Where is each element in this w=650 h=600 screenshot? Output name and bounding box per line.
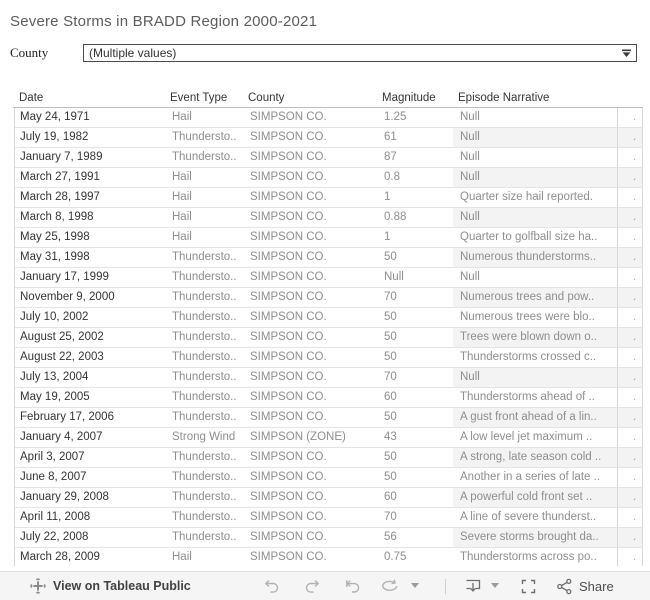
table-row bbox=[15, 528, 643, 548]
cell-date[interactable]: March 28, 1997 bbox=[20, 191, 100, 203]
table-row bbox=[15, 448, 643, 468]
cell-date[interactable]: January 29, 2008 bbox=[20, 491, 109, 503]
cell-event-type[interactable]: Thundersto.. bbox=[172, 251, 237, 263]
cell-event-type[interactable]: Strong Wind bbox=[172, 431, 236, 443]
cell-magnitude[interactable]: 70 bbox=[384, 511, 397, 523]
column-header-county[interactable]: County bbox=[248, 92, 285, 104]
table-row bbox=[15, 488, 643, 508]
storms-table bbox=[14, 89, 643, 566]
cell-magnitude[interactable]: 70 bbox=[384, 291, 397, 303]
cell-event-type[interactable]: Hail bbox=[172, 171, 192, 183]
county-filter-value: (Multiple values) bbox=[89, 46, 177, 60]
table-row bbox=[15, 248, 643, 268]
cell-date[interactable]: March 8, 1998 bbox=[20, 211, 94, 223]
cell-county[interactable]: SIMPSON CO. bbox=[250, 411, 327, 423]
share-icon bbox=[556, 578, 573, 595]
tableau-logo-icon bbox=[30, 578, 46, 594]
cell-date[interactable]: August 22, 2003 bbox=[20, 351, 104, 363]
table-row bbox=[15, 188, 643, 208]
cell-date[interactable]: March 27, 1991 bbox=[20, 171, 100, 183]
table-row bbox=[15, 508, 643, 528]
column-header-event-type[interactable]: Event Type bbox=[170, 92, 228, 104]
cell-county[interactable]: SIMPSON CO. bbox=[250, 111, 327, 123]
cell-magnitude[interactable]: 87 bbox=[384, 151, 397, 163]
cell-episode-narrative[interactable]: Numerous trees and pow.. bbox=[453, 288, 618, 307]
fullscreen-button[interactable] bbox=[519, 577, 537, 595]
cell-county[interactable]: SIMPSON CO. bbox=[250, 211, 327, 223]
cell-date[interactable]: July 19, 1982 bbox=[20, 131, 89, 143]
cell-county[interactable]: SIMPSON CO. bbox=[250, 351, 327, 363]
cell-event-type[interactable]: Thundersto.. bbox=[172, 471, 237, 483]
cell-event-type[interactable]: Thundersto.. bbox=[172, 451, 237, 463]
cell-date[interactable]: June 8, 2007 bbox=[20, 471, 87, 483]
cell-date[interactable]: November 9, 2000 bbox=[20, 291, 115, 303]
table-row bbox=[15, 328, 643, 348]
table-row bbox=[15, 148, 643, 168]
cell-county[interactable]: SIMPSON CO. bbox=[250, 251, 327, 263]
cell-overflow-stub[interactable]: . bbox=[618, 108, 643, 127]
table-row bbox=[15, 388, 643, 408]
table-body bbox=[14, 108, 643, 566]
cell-episode-narrative[interactable]: Thunderstorms across po.. bbox=[453, 548, 618, 566]
column-header-magnitude[interactable]: Magnitude bbox=[382, 92, 436, 104]
cell-magnitude[interactable]: 0.8 bbox=[384, 171, 400, 183]
table-row bbox=[15, 368, 643, 388]
cell-magnitude[interactable]: 50 bbox=[384, 331, 397, 343]
cell-overflow-stub[interactable]: . bbox=[618, 488, 643, 507]
cell-date[interactable]: May 19, 2005 bbox=[20, 391, 90, 403]
cell-date[interactable]: April 3, 2007 bbox=[20, 451, 85, 463]
cell-episode-narrative[interactable]: Quarter size hail reported. bbox=[453, 188, 618, 207]
table-header-row bbox=[13, 89, 643, 108]
table-row bbox=[15, 108, 643, 128]
cell-county[interactable]: SIMPSON CO. bbox=[250, 451, 327, 463]
table-row bbox=[15, 128, 643, 148]
cell-event-type[interactable]: Thundersto.. bbox=[172, 131, 237, 143]
cell-date[interactable]: July 10, 2002 bbox=[20, 311, 89, 323]
cell-overflow-stub[interactable]: . bbox=[618, 428, 643, 447]
cell-event-type[interactable]: Thundersto.. bbox=[172, 391, 237, 403]
cell-event-type[interactable]: Thundersto.. bbox=[172, 151, 237, 163]
cell-overflow-stub[interactable]: . bbox=[618, 188, 643, 207]
cell-event-type[interactable]: Thundersto.. bbox=[172, 311, 237, 323]
cell-episode-narrative[interactable]: Thunderstorms ahead of .. bbox=[453, 388, 618, 407]
cell-date[interactable]: April 11, 2008 bbox=[20, 511, 91, 523]
cell-date[interactable]: January 7, 1989 bbox=[20, 151, 103, 163]
attribution-label: View on Tableau Public bbox=[53, 579, 191, 593]
column-header-date[interactable]: Date bbox=[19, 92, 44, 104]
table-row bbox=[15, 348, 643, 368]
table-row bbox=[15, 468, 643, 488]
cell-county[interactable]: SIMPSON CO. bbox=[250, 531, 327, 543]
cell-county[interactable]: SIMPSON CO. bbox=[250, 311, 327, 323]
cell-episode-narrative[interactable]: Null bbox=[453, 128, 618, 147]
cell-episode-narrative[interactable]: Null bbox=[453, 168, 618, 187]
cell-date[interactable]: May 31, 1998 bbox=[20, 251, 90, 263]
cell-county[interactable]: SIMPSON CO. bbox=[250, 491, 327, 503]
cell-county[interactable]: SIMPSON CO. bbox=[250, 471, 327, 483]
redo-button[interactable] bbox=[303, 577, 321, 595]
cell-episode-narrative[interactable]: Another in a series of late .. bbox=[453, 468, 618, 487]
cell-episode-narrative[interactable]: Null bbox=[453, 208, 618, 227]
cell-date[interactable]: August 25, 2002 bbox=[20, 331, 104, 343]
download-menu-caret-icon[interactable] bbox=[491, 583, 499, 588]
cell-overflow-stub[interactable]: . bbox=[618, 548, 643, 566]
county-filter-label: County bbox=[10, 45, 49, 60]
cell-magnitude[interactable]: 60 bbox=[384, 491, 397, 503]
cell-date[interactable]: July 13, 2004 bbox=[20, 371, 89, 383]
dropdown-caret-icon bbox=[622, 49, 631, 58]
cell-county[interactable]: SIMPSON CO. bbox=[250, 511, 327, 523]
cell-episode-narrative[interactable]: A line of severe thunderst.. bbox=[453, 508, 618, 527]
column-header-episode-narrative[interactable]: Episode Narrative bbox=[458, 92, 550, 104]
undo-icon bbox=[263, 578, 280, 595]
cell-magnitude[interactable]: 61 bbox=[384, 131, 397, 143]
cell-episode-narrative[interactable]: Thunderstorms crossed c.. bbox=[453, 348, 618, 367]
reset-button[interactable] bbox=[343, 577, 361, 595]
cell-date[interactable]: February 17, 2006 bbox=[20, 411, 114, 423]
cell-overflow-stub[interactable]: . bbox=[618, 508, 643, 527]
cell-episode-narrative[interactable]: A strong, late season cold .. bbox=[453, 448, 618, 467]
cell-date[interactable]: March 28, 2009 bbox=[20, 551, 100, 563]
cell-event-type[interactable]: Thundersto.. bbox=[172, 351, 237, 363]
cell-county[interactable]: SIMPSON CO. bbox=[250, 371, 327, 383]
cell-event-type[interactable]: Thundersto.. bbox=[172, 491, 237, 503]
cell-magnitude[interactable]: 50 bbox=[384, 411, 397, 423]
cell-county[interactable]: SIMPSON CO. bbox=[250, 391, 327, 403]
cell-episode-narrative[interactable]: Numerous thunderstorms.. bbox=[453, 248, 618, 267]
cell-magnitude[interactable]: 1.25 bbox=[384, 111, 407, 123]
table-row bbox=[15, 168, 643, 188]
fullscreen-icon bbox=[520, 578, 537, 595]
cell-county[interactable]: SIMPSON CO. bbox=[250, 231, 327, 243]
cell-overflow-stub[interactable]: . bbox=[618, 468, 643, 487]
cell-episode-narrative[interactable]: Null bbox=[453, 108, 618, 127]
cell-overflow-stub[interactable]: . bbox=[618, 288, 643, 307]
cell-date[interactable]: July 22, 2008 bbox=[20, 531, 89, 543]
cell-episode-narrative[interactable]: Quarter to golfball size ha.. bbox=[453, 228, 618, 247]
view-on-tableau-public-link[interactable] bbox=[30, 572, 191, 600]
cell-event-type[interactable]: Thundersto.. bbox=[172, 371, 237, 383]
cell-episode-narrative[interactable]: Null bbox=[453, 368, 618, 387]
redo-icon bbox=[304, 578, 321, 595]
cell-date[interactable]: January 17, 1999 bbox=[20, 271, 109, 283]
cell-magnitude[interactable]: 50 bbox=[384, 471, 397, 483]
cell-overflow-stub[interactable]: . bbox=[618, 148, 643, 167]
cell-magnitude[interactable]: 50 bbox=[384, 451, 397, 463]
table-row bbox=[15, 208, 643, 228]
cell-event-type[interactable]: Hail bbox=[172, 231, 192, 243]
cell-county[interactable]: SIMPSON CO. bbox=[250, 551, 327, 563]
cell-episode-narrative[interactable]: Null bbox=[453, 148, 618, 167]
cell-event-type[interactable]: Hail bbox=[172, 191, 192, 203]
cell-date[interactable]: May 24, 1971 bbox=[20, 111, 90, 123]
cell-event-type[interactable]: Thundersto.. bbox=[172, 531, 237, 543]
refresh-menu-caret-icon[interactable] bbox=[411, 583, 419, 588]
cell-episode-narrative[interactable]: Numerous trees were blo.. bbox=[453, 308, 618, 327]
cell-episode-narrative[interactable]: Trees were blown down o.. bbox=[453, 328, 618, 347]
cell-date[interactable]: January 4, 2007 bbox=[20, 431, 103, 443]
page-title: Severe Storms in BRADD Region 2000-2021 bbox=[10, 13, 318, 30]
cell-magnitude[interactable]: 50 bbox=[384, 351, 397, 363]
cell-overflow-stub[interactable]: . bbox=[618, 368, 643, 387]
cell-county[interactable]: SIMPSON CO. bbox=[250, 191, 327, 203]
cell-magnitude[interactable]: 0.88 bbox=[384, 211, 407, 223]
cell-episode-narrative[interactable]: A low level jet maximum .. bbox=[453, 428, 618, 447]
share-button[interactable] bbox=[556, 572, 614, 600]
cell-episode-narrative[interactable]: Severe storms brought da.. bbox=[453, 528, 618, 547]
cell-overflow-stub[interactable]: . bbox=[618, 248, 643, 267]
undo-button[interactable] bbox=[262, 577, 280, 595]
cell-date[interactable]: May 25, 1998 bbox=[20, 231, 90, 243]
cell-overflow-stub[interactable]: . bbox=[618, 128, 643, 147]
tableau-toolbar bbox=[0, 571, 650, 600]
table-row bbox=[15, 288, 643, 308]
cell-episode-narrative[interactable]: A gust front ahead of a lin.. bbox=[453, 408, 618, 427]
cell-event-type[interactable]: Hail bbox=[172, 211, 192, 223]
cell-overflow-stub[interactable]: . bbox=[618, 528, 643, 547]
table-row bbox=[15, 228, 643, 248]
cell-magnitude[interactable]: 60 bbox=[384, 391, 397, 403]
cell-county[interactable]: SIMPSON CO. bbox=[250, 171, 327, 183]
cell-episode-narrative[interactable]: A powerful cold front set .. bbox=[453, 488, 618, 507]
cell-overflow-stub[interactable]: . bbox=[618, 308, 643, 327]
cell-event-type[interactable]: Hail bbox=[172, 551, 192, 563]
reset-icon bbox=[344, 578, 361, 595]
cell-magnitude[interactable]: 43 bbox=[384, 431, 397, 443]
cell-overflow-stub[interactable]: . bbox=[618, 208, 643, 227]
refresh-icon bbox=[381, 578, 400, 595]
table-row bbox=[15, 548, 643, 566]
cell-county[interactable]: SIMPSON CO. bbox=[250, 131, 327, 143]
county-filter-dropdown[interactable] bbox=[83, 44, 637, 62]
table-row bbox=[15, 308, 643, 328]
table-row bbox=[15, 408, 643, 428]
download-button[interactable] bbox=[464, 577, 482, 595]
download-icon bbox=[464, 577, 482, 595]
cell-event-type[interactable]: Thundersto.. bbox=[172, 271, 237, 283]
cell-magnitude[interactable]: 0.75 bbox=[384, 551, 407, 563]
cell-magnitude[interactable]: 56 bbox=[384, 531, 397, 543]
cell-county[interactable]: SIMPSON CO. bbox=[250, 151, 327, 163]
cell-magnitude[interactable]: 50 bbox=[384, 251, 397, 263]
cell-overflow-stub[interactable]: . bbox=[618, 328, 643, 347]
cell-magnitude[interactable]: 70 bbox=[384, 371, 397, 383]
cell-event-type[interactable]: Thundersto.. bbox=[172, 331, 237, 343]
cell-overflow-stub[interactable]: . bbox=[618, 228, 643, 247]
cell-event-type[interactable]: Thundersto.. bbox=[172, 291, 237, 303]
table-row bbox=[15, 428, 643, 448]
cell-overflow-stub[interactable]: . bbox=[618, 388, 643, 407]
cell-county[interactable]: SIMPSON CO. bbox=[250, 331, 327, 343]
cell-overflow-stub[interactable]: . bbox=[618, 448, 643, 467]
cell-episode-narrative[interactable]: Null bbox=[453, 268, 618, 287]
cell-event-type[interactable]: Hail bbox=[172, 111, 192, 123]
cell-overflow-stub[interactable]: . bbox=[618, 268, 643, 287]
cell-county[interactable]: SIMPSON (ZONE) bbox=[250, 431, 346, 443]
refresh-button[interactable] bbox=[381, 577, 399, 595]
cell-overflow-stub[interactable]: . bbox=[618, 168, 643, 187]
cell-overflow-stub[interactable]: . bbox=[618, 408, 643, 427]
cell-overflow-stub[interactable]: . bbox=[618, 348, 643, 367]
cell-magnitude[interactable]: 1 bbox=[384, 231, 391, 243]
share-label: Share bbox=[579, 578, 614, 594]
table-row bbox=[15, 268, 643, 288]
cell-magnitude[interactable]: 1 bbox=[384, 191, 391, 203]
cell-magnitude[interactable]: Null bbox=[384, 271, 404, 283]
toolbar-divider bbox=[445, 579, 446, 594]
cell-magnitude[interactable]: 50 bbox=[384, 311, 397, 323]
cell-county[interactable]: SIMPSON CO. bbox=[250, 291, 327, 303]
cell-county[interactable]: SIMPSON CO. bbox=[250, 271, 327, 283]
cell-event-type[interactable]: Thundersto.. bbox=[172, 411, 237, 423]
cell-event-type[interactable]: Thundersto.. bbox=[172, 511, 237, 523]
